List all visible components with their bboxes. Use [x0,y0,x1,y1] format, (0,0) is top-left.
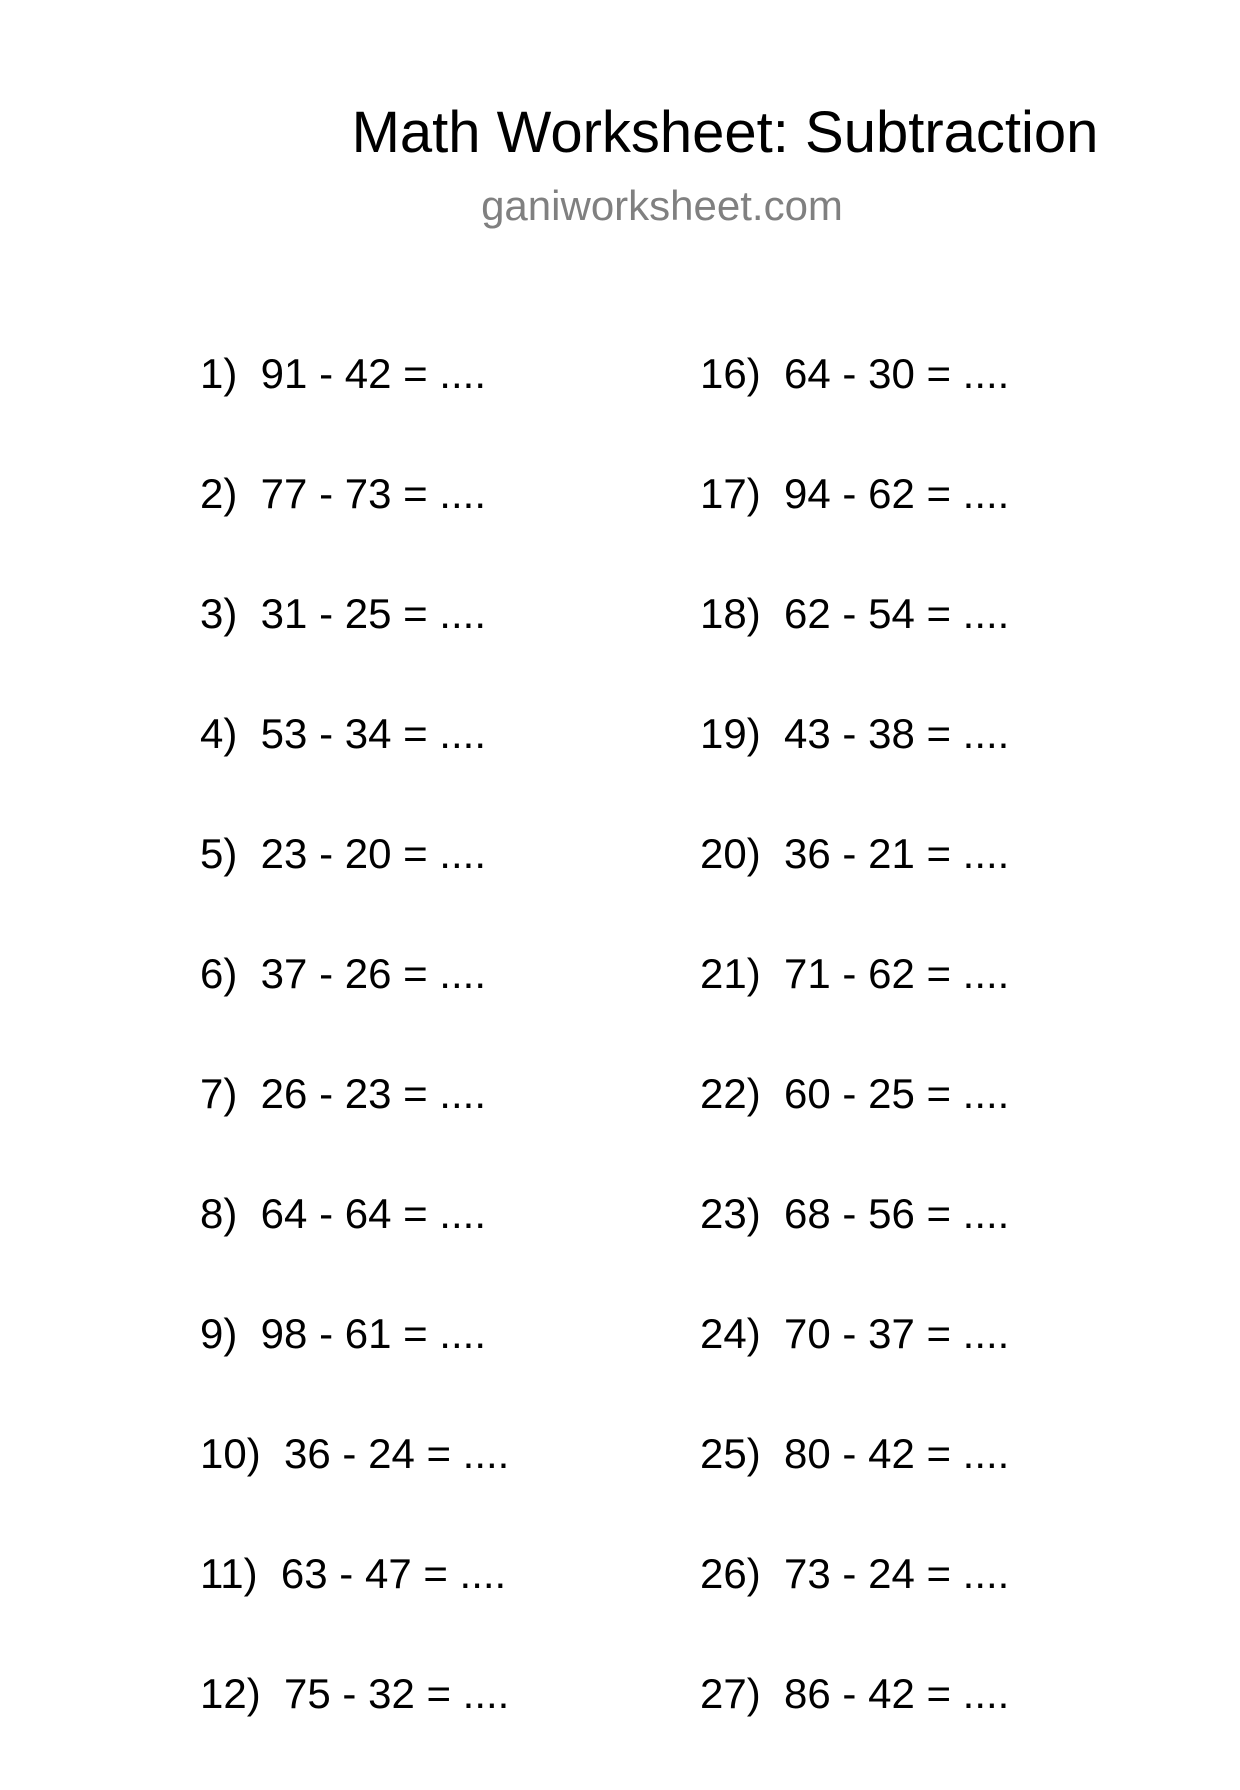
problem-item: 11) 63 - 47 = .... [200,1550,507,1597]
problems-column-right [700,350,1009,1790]
problem-item: 19) 43 - 38 = .... [700,710,1010,757]
problem-item: 9) 98 - 61 = .... [200,1310,486,1357]
problem-item: 20) 36 - 21 = .... [700,830,1010,877]
problem-item: 17) 94 - 62 = .... [700,470,1010,517]
problem-item: 6) 37 - 26 = .... [200,950,486,997]
problem-item: 3) 31 - 25 = .... [200,590,486,637]
problem-item: 2) 77 - 73 = .... [200,470,486,517]
problem-item: 8) 64 - 64 = .... [200,1190,486,1237]
website-label: ganiworksheet.com [481,182,843,229]
problem-item: 24) 70 - 37 = .... [700,1310,1010,1357]
problems-column-left [200,350,509,1790]
problem-item: 5) 23 - 20 = .... [200,830,486,877]
problem-item: 23) 68 - 56 = .... [700,1190,1010,1237]
problem-item: 4) 53 - 34 = .... [200,710,486,757]
problem-item: 16) 64 - 30 = .... [700,350,1010,397]
problem-item: 1) 91 - 42 = .... [200,350,486,397]
problem-item: 10) 36 - 24 = .... [200,1430,510,1477]
problem-item: 21) 71 - 62 = .... [700,950,1010,997]
problem-item: 7) 26 - 23 = .... [200,1070,486,1117]
worksheet-title: Math Worksheet: Subtraction [351,100,1099,165]
problem-item: 22) 60 - 25 = .... [700,1070,1010,1117]
problem-item: 26) 73 - 24 = .... [700,1550,1010,1597]
problem-item: 18) 62 - 54 = .... [700,590,1010,637]
problem-item: 25) 80 - 42 = .... [700,1430,1010,1477]
problem-item: 12) 75 - 32 = .... [200,1670,510,1717]
problem-item: 27) 86 - 42 = .... [700,1670,1010,1717]
